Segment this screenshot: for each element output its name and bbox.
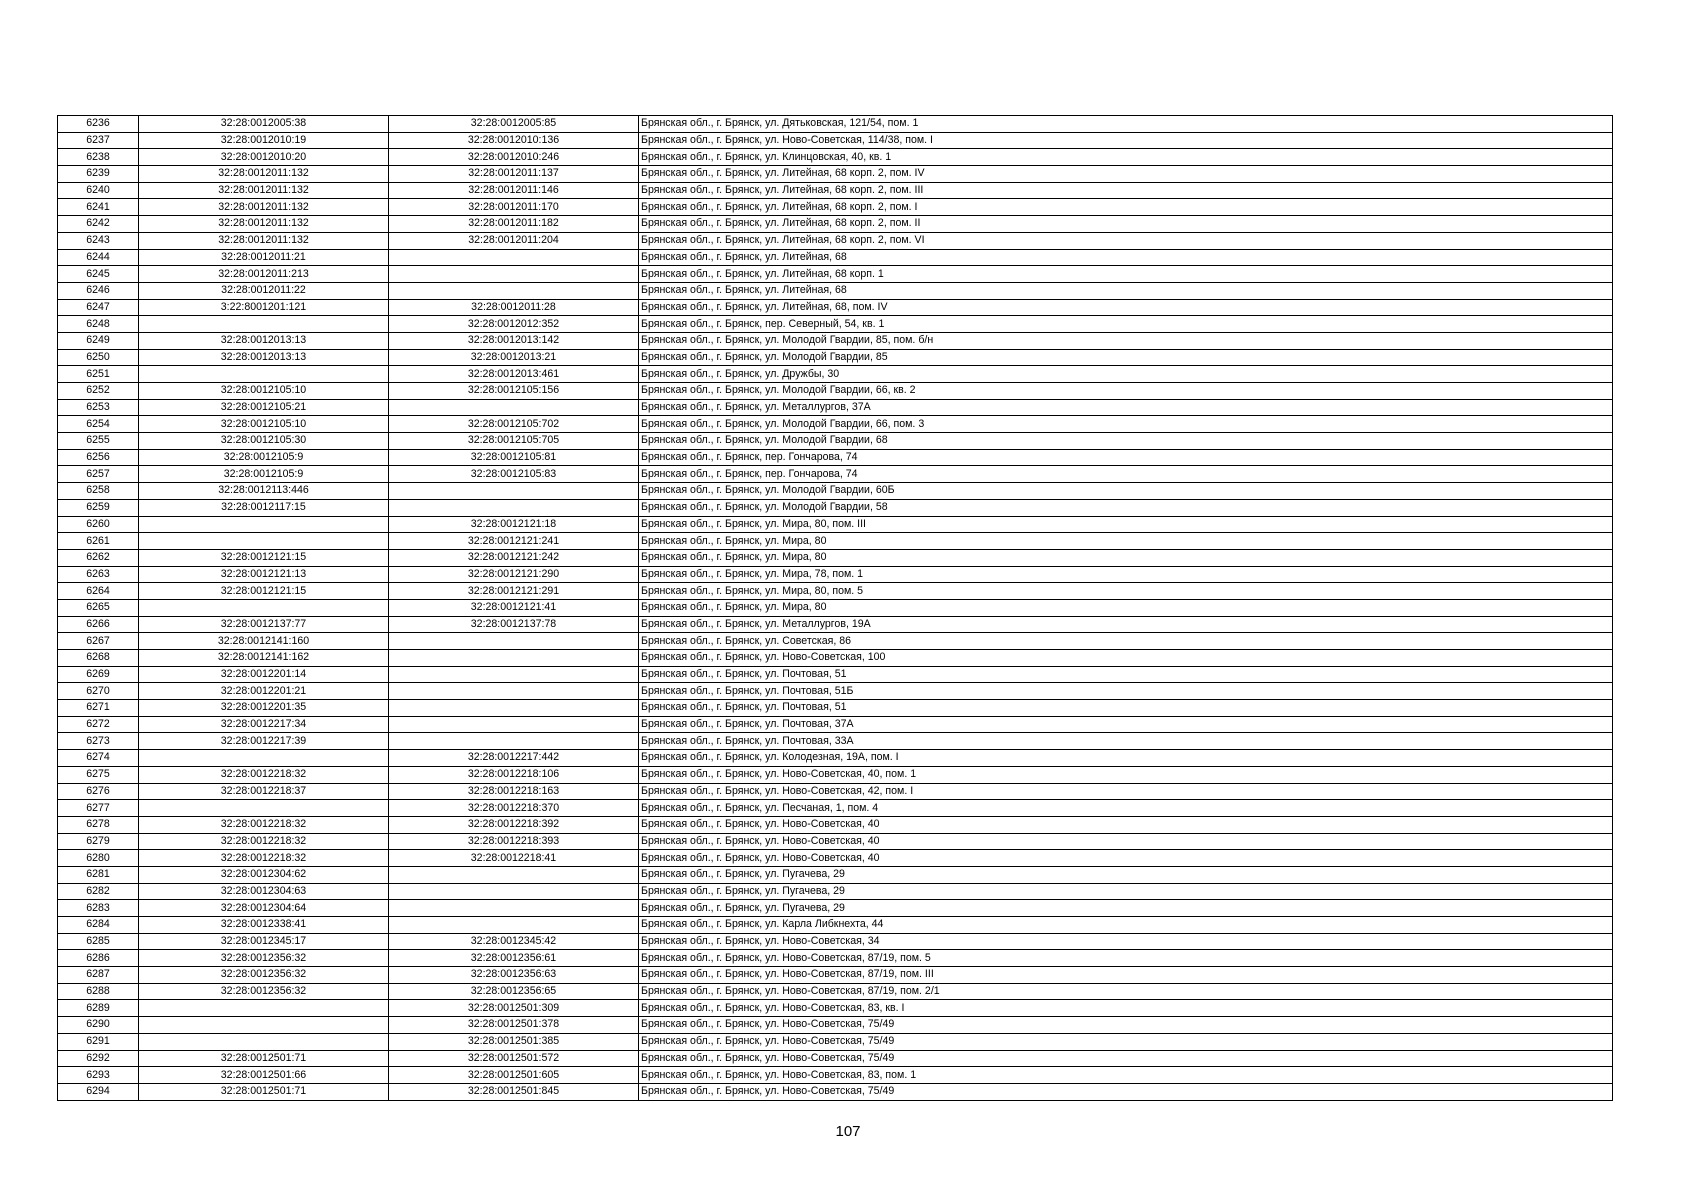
- address-cell: Брянская обл., г. Брянск, ул. Литейная, 68, пом. IV: [639, 299, 1613, 316]
- address-cell: Брянская обл., г. Брянск, ул. Дятьковская, 121/54, пом. 1: [639, 116, 1613, 133]
- table-row: [58, 366, 1613, 383]
- table-row: [58, 950, 1613, 967]
- address-cell: Брянская обл., г. Брянск, ул. Почтовая, 51: [639, 700, 1613, 717]
- address-cell: Брянская обл., г. Брянск, ул. Ново-Советская, 75/49: [639, 1017, 1613, 1034]
- object-number-cell: 32:28:0012010:136: [389, 132, 639, 149]
- row-number-cell: 6239: [58, 166, 139, 183]
- registry-table-body: [58, 116, 1613, 1101]
- land-parcel-number-cell: [139, 366, 389, 383]
- table-row: [58, 1033, 1613, 1050]
- object-number-cell: 32:28:0012501:572: [389, 1050, 639, 1067]
- land-parcel-number-cell: 32:28:0012501:66: [139, 1067, 389, 1084]
- row-number-cell: 6262: [58, 549, 139, 566]
- row-number-cell: 6249: [58, 332, 139, 349]
- page-number: 107: [835, 1123, 861, 1140]
- table-row: [58, 883, 1613, 900]
- table-row: [58, 733, 1613, 750]
- table-row: [58, 449, 1613, 466]
- address-cell: Брянская обл., г. Брянск, ул. Ново-Советская, 40: [639, 816, 1613, 833]
- table-row: [58, 750, 1613, 767]
- object-number-cell: 32:28:0012121:290: [389, 566, 639, 583]
- object-number-cell: 32:28:0012011:146: [389, 182, 639, 199]
- address-cell: Брянская обл., г. Брянск, ул. Карла Либкнехта, 44: [639, 917, 1613, 934]
- address-cell: Брянская обл., г. Брянск, ул. Ново-Советская, 83, пом. 1: [639, 1067, 1613, 1084]
- row-number-cell: 6279: [58, 833, 139, 850]
- row-number-cell: 6288: [58, 983, 139, 1000]
- land-parcel-number-cell: 32:28:0012011:132: [139, 199, 389, 216]
- land-parcel-number-cell: [139, 1017, 389, 1034]
- row-number-cell: 6274: [58, 750, 139, 767]
- table-row: [58, 1083, 1613, 1100]
- land-parcel-number-cell: 32:28:0012013:13: [139, 332, 389, 349]
- land-parcel-number-cell: 32:28:0012010:19: [139, 132, 389, 149]
- land-parcel-number-cell: [139, 750, 389, 767]
- land-parcel-number-cell: 32:28:0012201:21: [139, 683, 389, 700]
- object-number-cell: [389, 683, 639, 700]
- object-number-cell: [389, 633, 639, 650]
- address-cell: Брянская обл., г. Брянск, ул. Ново-Советская, 40: [639, 850, 1613, 867]
- object-number-cell: 32:28:0012013:21: [389, 349, 639, 366]
- row-number-cell: 6250: [58, 349, 139, 366]
- land-parcel-number-cell: 32:28:0012356:32: [139, 967, 389, 984]
- address-cell: Брянская обл., г. Брянск, ул. Советская, 86: [639, 633, 1613, 650]
- row-number-cell: 6264: [58, 583, 139, 600]
- object-number-cell: 32:28:0012105:81: [389, 449, 639, 466]
- object-number-cell: 32:28:0012218:106: [389, 766, 639, 783]
- table-row: [58, 516, 1613, 533]
- table-row: [58, 716, 1613, 733]
- row-number-cell: 6291: [58, 1033, 139, 1050]
- land-parcel-number-cell: 32:28:0012011:132: [139, 216, 389, 233]
- table-row: [58, 266, 1613, 283]
- table-row: [58, 316, 1613, 333]
- land-parcel-number-cell: 32:28:0012218:32: [139, 850, 389, 867]
- object-number-cell: 32:28:0012105:705: [389, 433, 639, 450]
- object-number-cell: 32:28:0012011:182: [389, 216, 639, 233]
- land-parcel-number-cell: 32:28:0012121:13: [139, 566, 389, 583]
- object-number-cell: 32:28:0012011:170: [389, 199, 639, 216]
- table-row: [58, 182, 1613, 199]
- address-cell: Брянская обл., г. Брянск, ул. Металлургов, 19А: [639, 616, 1613, 633]
- row-number-cell: 6259: [58, 499, 139, 516]
- land-parcel-number-cell: 32:28:0012005:38: [139, 116, 389, 133]
- address-cell: Брянская обл., г. Брянск, пер. Гончарова, 74: [639, 466, 1613, 483]
- row-number-cell: 6241: [58, 199, 139, 216]
- address-cell: Брянская обл., г. Брянск, ул. Ново-Советская, 87/19, пом. 5: [639, 950, 1613, 967]
- row-number-cell: 6284: [58, 917, 139, 934]
- table-row: [58, 433, 1613, 450]
- land-parcel-number-cell: 32:28:0012105:21: [139, 399, 389, 416]
- table-row: [58, 666, 1613, 683]
- table-row: [58, 816, 1613, 833]
- object-number-cell: [389, 499, 639, 516]
- table-row: [58, 116, 1613, 133]
- object-number-cell: 32:28:0012105:83: [389, 466, 639, 483]
- table-row: [58, 566, 1613, 583]
- address-cell: Брянская обл., г. Брянск, ул. Молодой Гвардии, 60Б: [639, 483, 1613, 500]
- object-number-cell: [389, 900, 639, 917]
- address-cell: Брянская обл., г. Брянск, ул. Ново-Советская, 114/38, пом. I: [639, 132, 1613, 149]
- land-parcel-number-cell: 32:28:0012011:132: [139, 166, 389, 183]
- address-cell: Брянская обл., г. Брянск, ул. Почтовая, 51: [639, 666, 1613, 683]
- table-row: [58, 583, 1613, 600]
- object-number-cell: 32:28:0012501:378: [389, 1017, 639, 1034]
- object-number-cell: 32:28:0012218:393: [389, 833, 639, 850]
- address-cell: Брянская обл., г. Брянск, ул. Почтовая, 33А: [639, 733, 1613, 750]
- row-number-cell: 6246: [58, 282, 139, 299]
- land-parcel-number-cell: 32:28:0012137:77: [139, 616, 389, 633]
- row-number-cell: 6294: [58, 1083, 139, 1100]
- row-number-cell: 6292: [58, 1050, 139, 1067]
- address-cell: Брянская обл., г. Брянск, ул. Молодой Гвардии, 85: [639, 349, 1613, 366]
- object-number-cell: 32:28:0012005:85: [389, 116, 639, 133]
- object-number-cell: [389, 666, 639, 683]
- object-number-cell: [389, 733, 639, 750]
- table-row: [58, 383, 1613, 400]
- table-row: [58, 533, 1613, 550]
- row-number-cell: 6255: [58, 433, 139, 450]
- object-number-cell: 32:28:0012012:352: [389, 316, 639, 333]
- row-number-cell: 6263: [58, 566, 139, 583]
- land-parcel-number-cell: 32:28:0012113:446: [139, 483, 389, 500]
- address-cell: Брянская обл., г. Брянск, ул. Ново-Советская, 75/49: [639, 1050, 1613, 1067]
- land-parcel-number-cell: [139, 516, 389, 533]
- row-number-cell: 6285: [58, 933, 139, 950]
- object-number-cell: 32:28:0012121:241: [389, 533, 639, 550]
- object-number-cell: 32:28:0012218:392: [389, 816, 639, 833]
- land-parcel-number-cell: [139, 800, 389, 817]
- row-number-cell: 6245: [58, 266, 139, 283]
- row-number-cell: 6240: [58, 182, 139, 199]
- row-number-cell: 6251: [58, 366, 139, 383]
- address-cell: Брянская обл., г. Брянск, ул. Ново-Советская, 75/49: [639, 1033, 1613, 1050]
- land-parcel-number-cell: 32:28:0012141:160: [139, 633, 389, 650]
- land-parcel-number-cell: 32:28:0012011:132: [139, 182, 389, 199]
- address-cell: Брянская обл., г. Брянск, ул. Клинцовская, 40, кв. 1: [639, 149, 1613, 166]
- land-parcel-number-cell: 32:28:0012105:10: [139, 416, 389, 433]
- object-number-cell: 32:28:0012501:845: [389, 1083, 639, 1100]
- object-number-cell: 32:28:0012501:605: [389, 1067, 639, 1084]
- land-parcel-number-cell: 32:28:0012217:39: [139, 733, 389, 750]
- address-cell: Брянская обл., г. Брянск, ул. Ново-Советская, 83, кв. I: [639, 1000, 1613, 1017]
- row-number-cell: 6277: [58, 800, 139, 817]
- row-number-cell: 6271: [58, 700, 139, 717]
- object-number-cell: [389, 917, 639, 934]
- row-number-cell: 6256: [58, 449, 139, 466]
- table-row: [58, 499, 1613, 516]
- object-number-cell: [389, 716, 639, 733]
- land-parcel-number-cell: 32:28:0012338:41: [139, 917, 389, 934]
- row-number-cell: 6236: [58, 116, 139, 133]
- table-row: [58, 917, 1613, 934]
- row-number-cell: 6257: [58, 466, 139, 483]
- land-parcel-number-cell: 32:28:0012013:13: [139, 349, 389, 366]
- object-number-cell: [389, 700, 639, 717]
- table-row: [58, 1050, 1613, 1067]
- row-number-cell: 6254: [58, 416, 139, 433]
- address-cell: Брянская обл., г. Брянск, ул. Песчаная, 1, пом. 4: [639, 800, 1613, 817]
- land-parcel-number-cell: 32:28:0012304:62: [139, 866, 389, 883]
- land-parcel-number-cell: 32:28:0012011:21: [139, 249, 389, 266]
- table-row: [58, 633, 1613, 650]
- table-row: [58, 1000, 1613, 1017]
- address-cell: Брянская обл., г. Брянск, ул. Литейная, 68: [639, 282, 1613, 299]
- registry-table: [57, 115, 1613, 1101]
- address-cell: Брянская обл., г. Брянск, ул. Ново-Советская, 40, пом. 1: [639, 766, 1613, 783]
- land-parcel-number-cell: [139, 599, 389, 616]
- object-number-cell: 32:28:0012137:78: [389, 616, 639, 633]
- row-number-cell: 6266: [58, 616, 139, 633]
- row-number-cell: 6281: [58, 866, 139, 883]
- table-row: [58, 483, 1613, 500]
- row-number-cell: 6282: [58, 883, 139, 900]
- address-cell: Брянская обл., г. Брянск, ул. Колодезная, 19А, пом. I: [639, 750, 1613, 767]
- row-number-cell: 6243: [58, 232, 139, 249]
- land-parcel-number-cell: 32:28:0012121:15: [139, 549, 389, 566]
- address-cell: Брянская обл., г. Брянск, ул. Мира, 80, пом. 5: [639, 583, 1613, 600]
- land-parcel-number-cell: 32:28:0012105:30: [139, 433, 389, 450]
- row-number-cell: 6283: [58, 900, 139, 917]
- land-parcel-number-cell: 32:28:0012121:15: [139, 583, 389, 600]
- address-cell: Брянская обл., г. Брянск, ул. Молодой Гвардии, 85, пом. б/н: [639, 332, 1613, 349]
- address-cell: Брянская обл., г. Брянск, ул. Мира, 80: [639, 549, 1613, 566]
- table-row: [58, 466, 1613, 483]
- land-parcel-number-cell: [139, 533, 389, 550]
- land-parcel-number-cell: 32:28:0012011:132: [139, 232, 389, 249]
- object-number-cell: 32:28:0012011:28: [389, 299, 639, 316]
- address-cell: Брянская обл., г. Брянск, ул. Мира, 80, пом. III: [639, 516, 1613, 533]
- table-row: [58, 399, 1613, 416]
- table-row: [58, 766, 1613, 783]
- land-parcel-number-cell: 32:28:0012141:162: [139, 650, 389, 667]
- object-number-cell: [389, 883, 639, 900]
- table-row: [58, 700, 1613, 717]
- table-row: [58, 549, 1613, 566]
- row-number-cell: 6237: [58, 132, 139, 149]
- address-cell: Брянская обл., г. Брянск, ул. Литейная, 68 корп. 2, пом. II: [639, 216, 1613, 233]
- address-cell: Брянская обл., г. Брянск, ул. Мира, 80: [639, 599, 1613, 616]
- land-parcel-number-cell: [139, 1000, 389, 1017]
- row-number-cell: 6287: [58, 967, 139, 984]
- table-row: [58, 850, 1613, 867]
- land-parcel-number-cell: 3:22:8001201:121: [139, 299, 389, 316]
- address-cell: Брянская обл., г. Брянск, ул. Литейная, 68 корп. 2, пом. IV: [639, 166, 1613, 183]
- object-number-cell: 32:28:0012356:65: [389, 983, 639, 1000]
- row-number-cell: 6275: [58, 766, 139, 783]
- land-parcel-number-cell: 32:28:0012218:32: [139, 816, 389, 833]
- address-cell: Брянская обл., г. Брянск, ул. Пугачева, 29: [639, 866, 1613, 883]
- address-cell: Брянская обл., г. Брянск, ул. Молодой Гвардии, 68: [639, 433, 1613, 450]
- address-cell: Брянская обл., г. Брянск, ул. Литейная, 68 корп. 2, пом. VI: [639, 232, 1613, 249]
- land-parcel-number-cell: 32:28:0012217:34: [139, 716, 389, 733]
- row-number-cell: 6272: [58, 716, 139, 733]
- row-number-cell: 6289: [58, 1000, 139, 1017]
- table-row: [58, 599, 1613, 616]
- address-cell: Брянская обл., г. Брянск, ул. Молодой Гвардии, 58: [639, 499, 1613, 516]
- row-number-cell: 6280: [58, 850, 139, 867]
- row-number-cell: 6267: [58, 633, 139, 650]
- object-number-cell: 32:28:0012121:242: [389, 549, 639, 566]
- object-number-cell: 32:28:0012121:41: [389, 599, 639, 616]
- address-cell: Брянская обл., г. Брянск, ул. Ново-Советская, 40: [639, 833, 1613, 850]
- table-row: [58, 282, 1613, 299]
- object-number-cell: 32:28:0012105:702: [389, 416, 639, 433]
- row-number-cell: 6269: [58, 666, 139, 683]
- object-number-cell: [389, 266, 639, 283]
- object-number-cell: 32:28:0012501:385: [389, 1033, 639, 1050]
- object-number-cell: [389, 483, 639, 500]
- object-number-cell: 32:28:0012501:309: [389, 1000, 639, 1017]
- table-row: [58, 166, 1613, 183]
- table-row: [58, 800, 1613, 817]
- land-parcel-number-cell: 32:28:0012345:17: [139, 933, 389, 950]
- address-cell: Брянская обл., г. Брянск, ул. Почтовая, 37А: [639, 716, 1613, 733]
- address-cell: Брянская обл., г. Брянск, ул. Ново-Советская, 75/49: [639, 1083, 1613, 1100]
- row-number-cell: 6276: [58, 783, 139, 800]
- address-cell: Брянская обл., г. Брянск, ул. Литейная, 68 корп. 2, пом. I: [639, 199, 1613, 216]
- table-row: [58, 416, 1613, 433]
- row-number-cell: 6244: [58, 249, 139, 266]
- row-number-cell: 6238: [58, 149, 139, 166]
- object-number-cell: 32:28:0012013:461: [389, 366, 639, 383]
- row-number-cell: 6270: [58, 683, 139, 700]
- land-parcel-number-cell: 32:28:0012105:10: [139, 383, 389, 400]
- land-parcel-number-cell: 32:28:0012356:32: [139, 983, 389, 1000]
- object-number-cell: [389, 399, 639, 416]
- row-number-cell: 6260: [58, 516, 139, 533]
- table-row: [58, 299, 1613, 316]
- address-cell: Брянская обл., г. Брянск, ул. Дружбы, 30: [639, 366, 1613, 383]
- land-parcel-number-cell: [139, 1033, 389, 1050]
- address-cell: Брянская обл., г. Брянск, ул. Литейная, 68: [639, 249, 1613, 266]
- table-row: [58, 149, 1613, 166]
- table-row: [58, 983, 1613, 1000]
- address-cell: Брянская обл., г. Брянск, ул. Молодой Гвардии, 66, кв. 2: [639, 383, 1613, 400]
- table-row: [58, 900, 1613, 917]
- table-row: [58, 216, 1613, 233]
- row-number-cell: 6247: [58, 299, 139, 316]
- address-cell: Брянская обл., г. Брянск, ул. Ново-Советская, 87/19, пом. III: [639, 967, 1613, 984]
- object-number-cell: 32:28:0012121:18: [389, 516, 639, 533]
- address-cell: Брянская обл., г. Брянск, ул. Ново-Советская, 87/19, пом. 2/1: [639, 983, 1613, 1000]
- object-number-cell: 32:28:0012010:246: [389, 149, 639, 166]
- land-parcel-number-cell: 32:28:0012105:9: [139, 449, 389, 466]
- row-number-cell: 6265: [58, 599, 139, 616]
- table-row: [58, 132, 1613, 149]
- table-row: [58, 1067, 1613, 1084]
- object-number-cell: 32:28:0012356:63: [389, 967, 639, 984]
- table-row: [58, 650, 1613, 667]
- land-parcel-number-cell: 32:28:0012201:35: [139, 700, 389, 717]
- object-number-cell: 32:28:0012356:61: [389, 950, 639, 967]
- land-parcel-number-cell: 32:28:0012201:14: [139, 666, 389, 683]
- object-number-cell: 32:28:0012218:163: [389, 783, 639, 800]
- table-row: [58, 1017, 1613, 1034]
- object-number-cell: 32:28:0012345:42: [389, 933, 639, 950]
- land-parcel-number-cell: 32:28:0012010:20: [139, 149, 389, 166]
- land-parcel-number-cell: 32:28:0012011:213: [139, 266, 389, 283]
- row-number-cell: 6253: [58, 399, 139, 416]
- address-cell: Брянская обл., г. Брянск, ул. Мира, 78, пом. 1: [639, 566, 1613, 583]
- land-parcel-number-cell: [139, 316, 389, 333]
- address-cell: Брянская обл., г. Брянск, ул. Литейная, 68 корп. 2, пом. III: [639, 182, 1613, 199]
- land-parcel-number-cell: 32:28:0012218:32: [139, 766, 389, 783]
- row-number-cell: 6286: [58, 950, 139, 967]
- row-number-cell: 6252: [58, 383, 139, 400]
- object-number-cell: [389, 249, 639, 266]
- table-row: [58, 967, 1613, 984]
- table-row: [58, 199, 1613, 216]
- object-number-cell: [389, 866, 639, 883]
- land-parcel-number-cell: 32:28:0012356:32: [139, 950, 389, 967]
- row-number-cell: 6278: [58, 816, 139, 833]
- address-cell: Брянская обл., г. Брянск, ул. Пугачева, 29: [639, 883, 1613, 900]
- table-row: [58, 232, 1613, 249]
- row-number-cell: 6290: [58, 1017, 139, 1034]
- row-number-cell: 6273: [58, 733, 139, 750]
- object-number-cell: [389, 282, 639, 299]
- table-row: [58, 683, 1613, 700]
- address-cell: Брянская обл., г. Брянск, ул. Металлургов, 37А: [639, 399, 1613, 416]
- address-cell: Брянская обл., г. Брянск, ул. Литейная, 68 корп. 1: [639, 266, 1613, 283]
- row-number-cell: 6268: [58, 650, 139, 667]
- land-parcel-number-cell: 32:28:0012218:32: [139, 833, 389, 850]
- address-cell: Брянская обл., г. Брянск, ул. Пугачева, 29: [639, 900, 1613, 917]
- table-row: [58, 783, 1613, 800]
- object-number-cell: 32:28:0012013:142: [389, 332, 639, 349]
- row-number-cell: 6293: [58, 1067, 139, 1084]
- table-row: [58, 933, 1613, 950]
- table-row: [58, 332, 1613, 349]
- address-cell: Брянская обл., г. Брянск, ул. Мира, 80: [639, 533, 1613, 550]
- land-parcel-number-cell: 32:28:0012304:64: [139, 900, 389, 917]
- object-number-cell: 32:28:0012105:156: [389, 383, 639, 400]
- table-row: [58, 616, 1613, 633]
- row-number-cell: 6258: [58, 483, 139, 500]
- table-row: [58, 349, 1613, 366]
- land-parcel-number-cell: 32:28:0012501:71: [139, 1050, 389, 1067]
- object-number-cell: [389, 650, 639, 667]
- land-parcel-number-cell: 32:28:0012105:9: [139, 466, 389, 483]
- address-cell: Брянская обл., г. Брянск, ул. Ново-Советская, 100: [639, 650, 1613, 667]
- address-cell: Брянская обл., г. Брянск, пер. Гончарова, 74: [639, 449, 1613, 466]
- object-number-cell: 32:28:0012011:137: [389, 166, 639, 183]
- row-number-cell: 6261: [58, 533, 139, 550]
- table-row: [58, 866, 1613, 883]
- object-number-cell: 32:28:0012121:291: [389, 583, 639, 600]
- row-number-cell: 6242: [58, 216, 139, 233]
- table-row: [58, 249, 1613, 266]
- address-cell: Брянская обл., г. Брянск, ул. Ново-Советская, 42, пом. I: [639, 783, 1613, 800]
- address-cell: Брянская обл., г. Брянск, ул. Молодой Гвардии, 66, пом. 3: [639, 416, 1613, 433]
- object-number-cell: 32:28:0012217:442: [389, 750, 639, 767]
- land-parcel-number-cell: 32:28:0012011:22: [139, 282, 389, 299]
- object-number-cell: 32:28:0012218:370: [389, 800, 639, 817]
- object-number-cell: 32:28:0012011:204: [389, 232, 639, 249]
- table-row: [58, 833, 1613, 850]
- land-parcel-number-cell: 32:28:0012218:37: [139, 783, 389, 800]
- address-cell: Брянская обл., г. Брянск, ул. Почтовая, 51Б: [639, 683, 1613, 700]
- land-parcel-number-cell: 32:28:0012501:71: [139, 1083, 389, 1100]
- object-number-cell: 32:28:0012218:41: [389, 850, 639, 867]
- land-parcel-number-cell: 32:28:0012117:15: [139, 499, 389, 516]
- address-cell: Брянская обл., г. Брянск, ул. Ново-Советская, 34: [639, 933, 1613, 950]
- address-cell: Брянская обл., г. Брянск, пер. Северный, 54, кв. 1: [639, 316, 1613, 333]
- row-number-cell: 6248: [58, 316, 139, 333]
- land-parcel-number-cell: 32:28:0012304:63: [139, 883, 389, 900]
